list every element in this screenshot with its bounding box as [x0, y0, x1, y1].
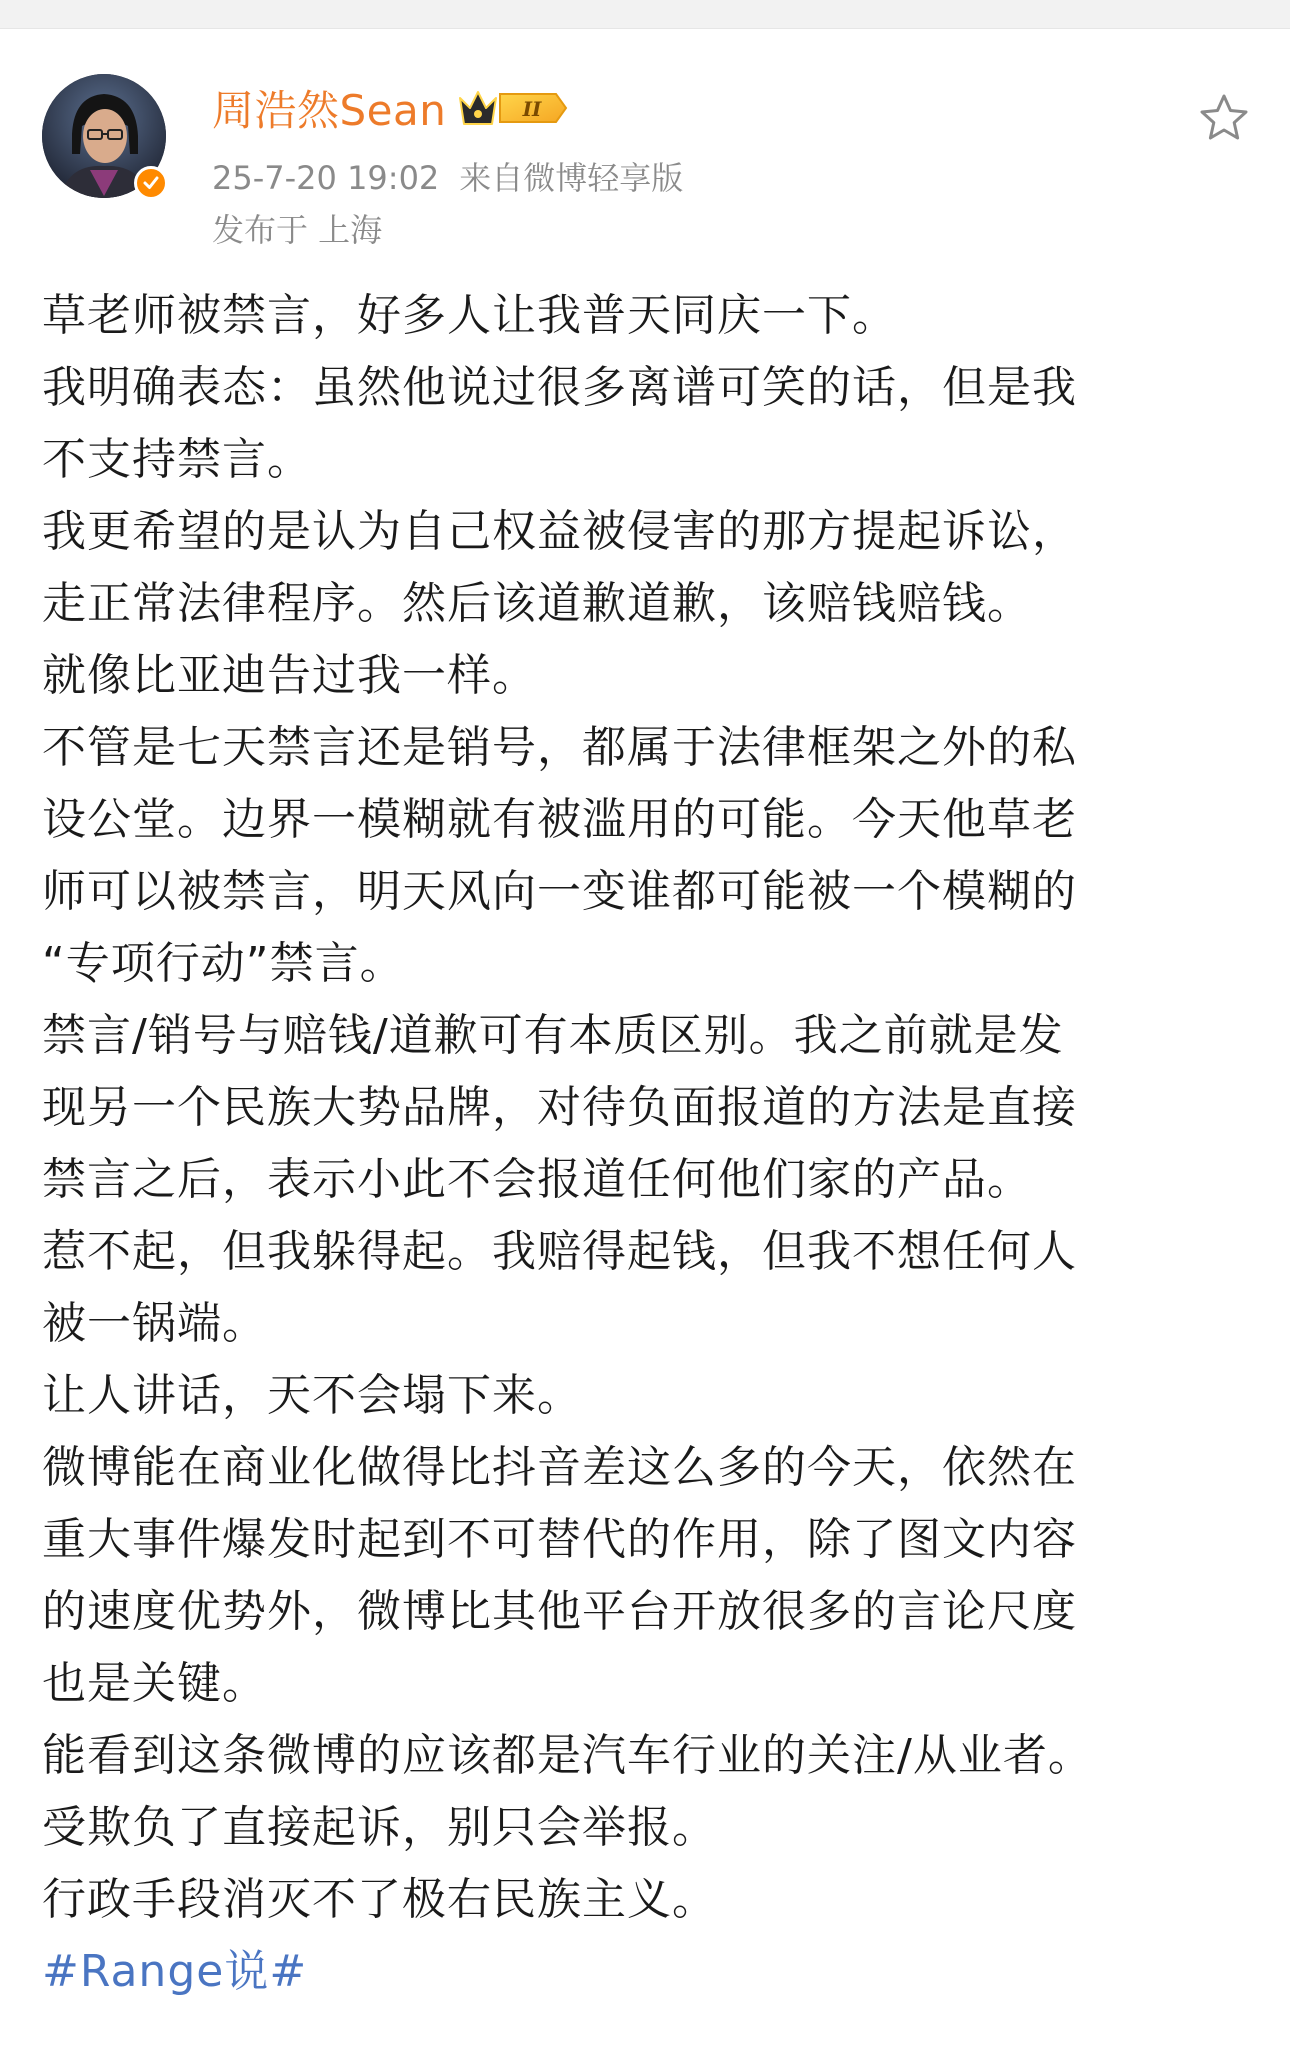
post-paragraph: 受欺负了直接起诉，别只会举报。 — [42, 1802, 717, 1853]
post-paragraph: 惹不起，但我躲得起。我赔得起钱，但我不想任何人 被一锅端。 — [42, 1226, 1077, 1349]
avatar[interactable] — [42, 74, 166, 198]
top-divider — [0, 0, 1290, 29]
post-paragraph: 行政手段消灭不了极右民族主义。 — [42, 1874, 717, 1925]
post-header — [0, 28, 1290, 248]
post-time: 25-7-20 19:02 — [212, 159, 440, 197]
post-paragraph: 我明确表态：虽然他说过很多离谱可笑的话，但是我 不支持禁言。 — [42, 362, 1077, 485]
vip-crown-badge-icon[interactable] — [456, 84, 568, 132]
post-paragraph: 就像比亚迪告过我一样。 — [42, 650, 537, 701]
post-location: 发布于 上海 — [212, 211, 383, 249]
post-paragraph: 能看到这条微博的应该都是汽车行业的关注/从业者。 — [42, 1730, 1093, 1781]
post-paragraph: 我更希望的是认为自己权益被侵害的那方提起诉讼， 走正常法律程序。然后该道歉道歉，该赔钱赔钱。 — [42, 506, 1077, 629]
post-paragraph: 微博能在商业化做得比抖音差这么多的今天，依然在 重大事件爆发时起到不可替代的作用，除了图文内容 的速度优势外，微博比其他平台开放很多的言论尺度 也是关键。 — [42, 1442, 1077, 1709]
hashtag-link[interactable]: #Range说# — [42, 1946, 308, 1997]
post-meta — [212, 153, 683, 199]
post-paragraph: 不管是七天禁言还是销号，都属于法律框架之外的私 设公堂。边界一模糊就有被滥用的可能。今天他草老 师可以被禁言，明天风向一变谁都可能被一个模糊的 “专项行动”禁言。 — [42, 722, 1077, 989]
author-name[interactable]: 周浩然Sean — [212, 86, 447, 135]
post-paragraph: 草老师被禁言，好多人让我普天同庆一下。 — [42, 290, 897, 341]
post-paragraph: 让人讲话，天不会塌下来。 — [42, 1370, 582, 1421]
post-paragraph: 禁言/销号与赔钱/道歉可有本质区别。我之前就是发 现另一个民族大势品牌，对待负面报道的方法是直接 禁言之后，表示小此不会报道任何他们家的产品。 — [42, 1010, 1077, 1205]
post-content — [42, 280, 1252, 2008]
star-outline-icon[interactable] — [1196, 90, 1252, 146]
vip-level-text: II — [523, 97, 542, 121]
verified-badge-icon — [134, 166, 168, 200]
author-row — [212, 78, 568, 138]
post-source[interactable]: 来自微博轻享版 — [459, 159, 684, 197]
